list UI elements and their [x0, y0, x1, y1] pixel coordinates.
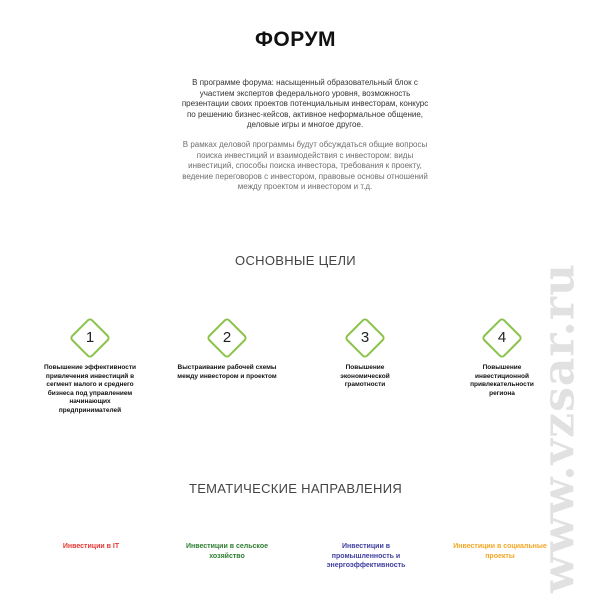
goal-item-2	[167, 316, 287, 381]
goal-number-badge	[343, 316, 387, 360]
direction-industry: Инвестиции в промышленность и энергоэффективность	[326, 543, 406, 569]
watermark	[529, 258, 589, 598]
page-title: ФОРУМ	[254, 28, 337, 51]
goal-number: 4	[497, 329, 507, 346]
goal-item-1	[30, 316, 150, 416]
goal-text: Повышение инвестиционной привлекательности региона	[470, 364, 534, 397]
goal-number-badge	[68, 316, 112, 360]
goals-heading: ОСНОВНЫЕ ЦЕЛИ	[235, 253, 356, 268]
goal-number-badge	[480, 316, 524, 360]
goal-text: Выстраивание рабочей схемы между инвестором и проектом	[177, 364, 277, 380]
goal-item-3	[305, 316, 425, 390]
goal-text: Повышение эффективности привлечения инвестиций в сегмент малого и среднего бизнеса под управлением начинающих предпринимателей	[43, 364, 137, 414]
goal-number-badge	[205, 316, 249, 360]
goal-number: 2	[222, 329, 232, 346]
goal-number: 1	[85, 329, 95, 346]
intro-paragraph-2: В рамках деловой программы будут обсуждаться общие вопросы поиска инвестиций и взаимодействия с инвестором: виды инвестиций, способы поиска инвестора, требования к проекту, ведение переговоров с инвестором, правовые основы отношений между проектом и инвестором и т.д.	[182, 140, 428, 191]
direction-agriculture: Инвестиции в сельское хозяйство	[185, 543, 268, 560]
direction-social: Инвестиции в социальные проекты	[453, 543, 547, 560]
goal-number: 3	[360, 329, 370, 346]
intro-paragraph-1: В программе форума: насыщенный образовательный блок с участием экспертов федерального уровня, возможность презентации своих проектов потенциальным инвесторам, конкурс по решению бизнес-кейсов, активное неформальное общение, деловые игры и многое другое.	[181, 78, 429, 129]
watermark-text: www.vzsar.ru	[533, 263, 585, 593]
directions-heading: ТЕМАТИЧЕСКИЕ НАПРАВЛЕНИЯ	[188, 481, 403, 496]
direction-it: Инвестиции в IT	[62, 543, 120, 550]
goal-text: Повышение экономической грамотности	[340, 364, 390, 389]
